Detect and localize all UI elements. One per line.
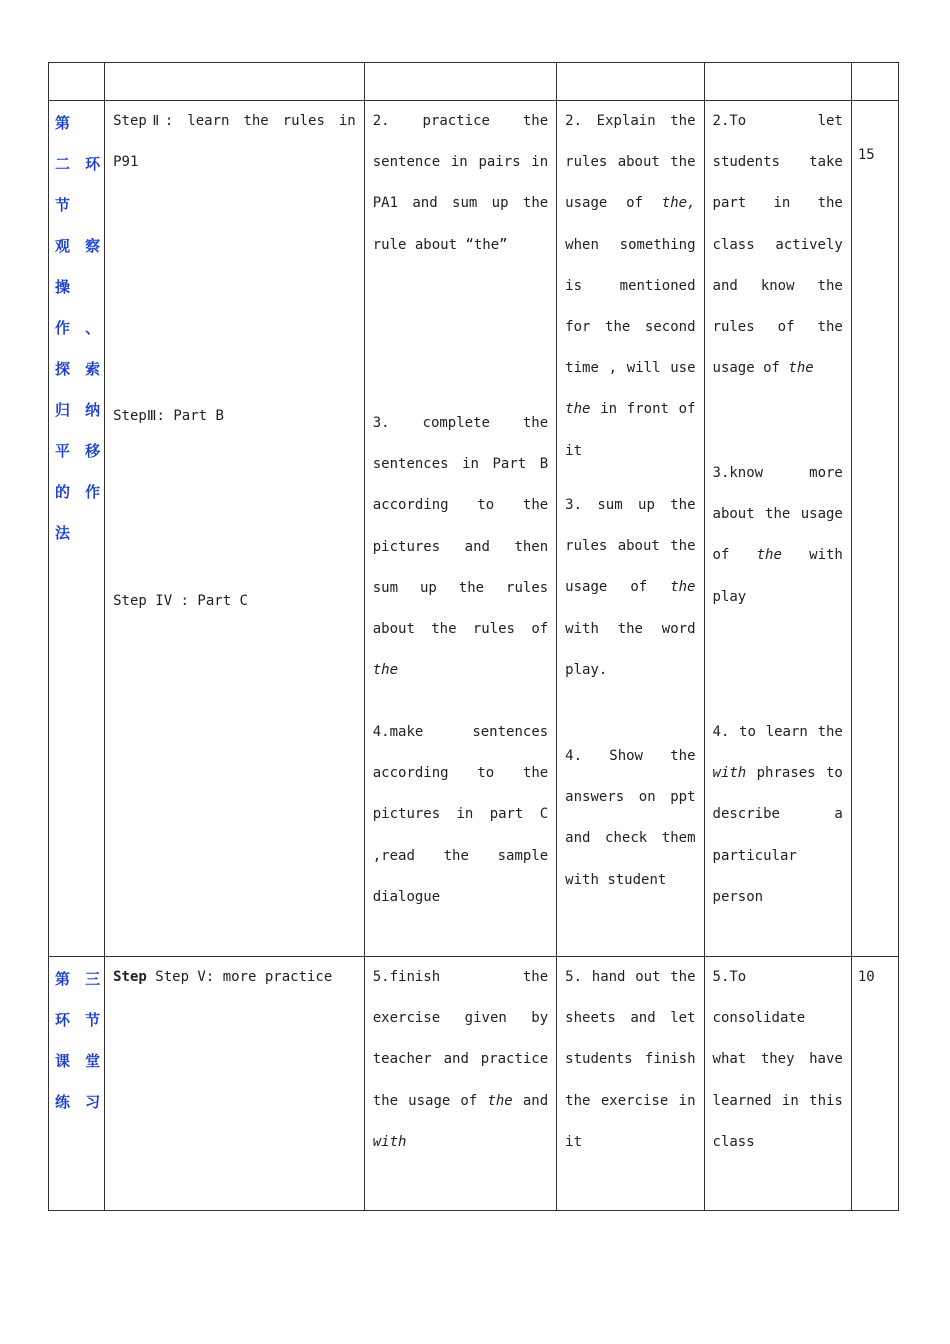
stage3-row — [49, 957, 899, 1211]
stage3-purpose-cell — [704, 957, 851, 1211]
stage2-student-cell — [364, 101, 556, 957]
stage2-teacher-cell — [557, 101, 704, 957]
stage3-label-cell — [49, 957, 105, 1211]
header-cell — [851, 63, 898, 101]
purpose-2: 2.To let students take part in the class actively and know the rules of the usage of the — [712, 113, 843, 377]
header-cell — [49, 63, 105, 101]
student-activity-3: 3. complete the sentences in Part B according to the pictures and then sum up the rules about the rules of the — [372, 415, 549, 679]
stage2-row — [49, 101, 899, 957]
stage2-minutes-cell — [851, 101, 898, 957]
purpose-5: 5.To consolidate what they have learned in this class — [712, 969, 843, 1150]
lesson-plan-table — [48, 62, 899, 1211]
stage3-teacher-cell — [557, 957, 704, 1211]
stage3-student-cell — [364, 957, 556, 1211]
stage2-purpose-cell — [704, 101, 851, 957]
stage3-minutes: 10 — [857, 969, 875, 985]
purpose-3: 3.know more about the usage of the with play — [712, 465, 843, 605]
teacher-activity-4: 4. Show the answers on ppt and check them with student — [565, 748, 696, 888]
purpose-4: 4. to learn the with phrases to describe a particular person — [712, 724, 843, 905]
teacher-activity-5: 5. hand out the sheets and let students finish the exercise in it — [565, 969, 696, 1150]
step-4-text: Step IV : Part C — [113, 593, 248, 609]
stage2-minutes: 15 — [857, 147, 875, 163]
step-2-text: StepⅡ: learn the rules in P91 — [113, 113, 356, 171]
stage3-label: 第三 环 节 课 堂 练习 — [55, 970, 101, 1111]
header-cell — [704, 63, 851, 101]
step-3-text: StepⅢ: Part B — [113, 408, 224, 424]
stage3-minutes-cell — [851, 957, 898, 1211]
teacher-activity-3: 3. sum up the rules about the usage of the with the word play. — [565, 497, 696, 678]
stage3-steps-cell — [105, 957, 365, 1211]
header-cell — [557, 63, 704, 101]
stage2-steps-cell — [105, 101, 365, 957]
student-activity-2: 2. practice the sentence in pairs in PA1 and sum up the rule about “the” — [372, 113, 549, 253]
teacher-activity-2: 2. Explain the rules about the usage of the, when something is mentioned for the second time , will use the in front of it — [565, 113, 696, 459]
header-cell — [105, 63, 365, 101]
stage2-label: 第 二 环 节 观 察 操 作 、 探 索 归 纳 平 移 的 作 法 — [55, 114, 101, 542]
header-row — [49, 63, 899, 101]
stage2-label-cell — [49, 101, 105, 957]
student-activity-4: 4.make sentences according to the pictures in part C ,read the sample dialogue — [372, 724, 549, 905]
student-activity-5: 5.finish the exercise given by teacher and practice the usage of the and with — [372, 969, 549, 1150]
header-cell — [364, 63, 556, 101]
step-5-text: Step Step V: more practice — [113, 969, 333, 985]
